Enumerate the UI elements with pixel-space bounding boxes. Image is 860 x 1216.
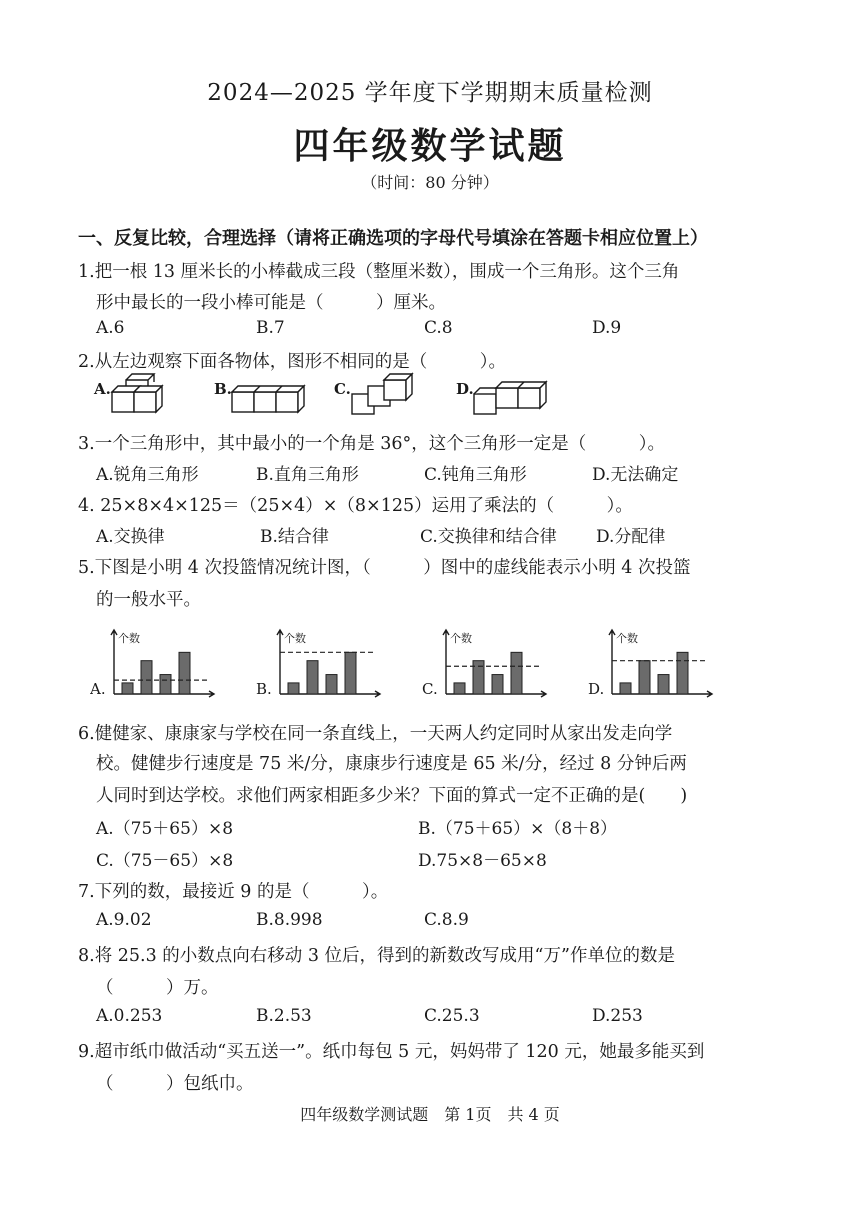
question-7-line-1: 7.下列的数，最接近 9 的是（ ）。 xyxy=(78,882,389,902)
question-7-option-c: C.8.9 xyxy=(424,910,469,930)
question-3-option-a: A.锐角三角形 xyxy=(96,465,199,485)
chart-y-axis xyxy=(443,630,449,694)
question-7-option-a: A.9.02 xyxy=(96,910,152,930)
question-2-option-c: C. xyxy=(334,380,351,398)
chart-panel-label: C. xyxy=(422,680,438,698)
chart-bar xyxy=(677,652,688,694)
chart-bar xyxy=(639,661,650,694)
question-6-option-b: B.（75＋65）×（8＋8） xyxy=(418,819,618,839)
chart-y-label: 个数 xyxy=(118,632,140,645)
chart-panel-c xyxy=(422,630,546,698)
chart-panel-label: A. xyxy=(90,680,106,698)
chart-bar xyxy=(122,683,133,694)
question-1-option-b: B.7 xyxy=(256,318,285,338)
question-9-line-1: 9.超市纸巾做活动“买五送一”。纸巾每包 5 元，妈妈带了 120 元，她最多能买到 xyxy=(78,1042,705,1062)
chart-panel-d xyxy=(588,630,712,698)
chart-panel-b xyxy=(256,630,380,698)
question-1-line-1: 1.把一根 13 厘米长的小棒截成三段（整厘米数），围成一个三角形。这个三角 xyxy=(78,262,680,282)
question-2-option-a: A. xyxy=(94,380,111,398)
chart-bar xyxy=(160,675,171,694)
chart-panel-label: B. xyxy=(256,680,272,698)
chart-y-label: 个数 xyxy=(284,632,306,645)
chart-bar xyxy=(492,675,503,694)
question-3-line-1: 3.一个三角形中，其中最小的一个角是 36°，这个三角形一定是（ ）。 xyxy=(78,434,666,454)
question-1-option-c: C.8 xyxy=(424,318,453,338)
exam-title: 2024—2025 学年度下学期期末质量检测 xyxy=(207,80,653,106)
question-7-option-b: B.8.998 xyxy=(256,910,323,930)
time-note: （时间：80 分钟） xyxy=(361,173,499,192)
question-3-option-d: D.无法确定 xyxy=(592,465,679,485)
chart-bar xyxy=(307,661,318,694)
question-8-option-a: A.0.253 xyxy=(96,1006,163,1026)
page-footer: 四年级数学测试题 第 1页 共 4 页 xyxy=(300,1105,560,1124)
question-2-option-d: D. xyxy=(456,380,474,398)
chart-bar xyxy=(141,661,152,694)
figure-a-cubes xyxy=(112,374,162,412)
question-8-line-2: （ ）万。 xyxy=(96,978,219,998)
figure-b-cubes xyxy=(232,386,304,412)
question-4-option-a: A.交换律 xyxy=(96,527,165,547)
question-1-option-d: D.9 xyxy=(592,318,622,338)
question-6-option-d: D.75×8－65×8 xyxy=(418,851,547,871)
question-3-option-b: B.直角三角形 xyxy=(256,465,359,485)
question-6-line-2: 校。健健步行速度是 75 米/分，康康步行速度是 65 米/分，经过 8 分钟后两 xyxy=(96,754,687,774)
question-8-option-d: D.253 xyxy=(592,1006,643,1026)
chart-bar xyxy=(179,652,190,694)
chart-bar xyxy=(326,675,337,694)
chart-bar xyxy=(620,683,631,694)
question-6-option-c: C.（75－65）×8 xyxy=(96,851,234,871)
question-2-option-b: B. xyxy=(214,380,232,398)
question-2-line-1: 2.从左边观察下面各物体，图形不相同的是（ ）。 xyxy=(78,352,506,372)
question-1-line-2: 形中最长的一段小棒可能是（ ）厘米。 xyxy=(96,293,446,313)
question-4-line-1: 4. 25×8×4×125＝（25×4）×（8×125）运用了乘法的（ ）。 xyxy=(78,496,633,516)
chart-y-label: 个数 xyxy=(616,632,638,645)
section-heading: 一、反复比较，合理选择（请将正确选项的字母代号填涂在答题卡相应位置上） xyxy=(78,228,708,249)
question-6-option-a: A.（75＋65）×8 xyxy=(96,819,234,839)
figure-d-cubes xyxy=(474,382,546,414)
question-6-line-1: 6.健健家、康康家与学校在同一条直线上，一天两人约定同时从家出发走向学 xyxy=(78,724,673,744)
chart-y-label: 个数 xyxy=(450,632,472,645)
question-8-line-1: 8.将 25.3 的小数点向右移动 3 位后，得到的新数改写成用“万”作单位的数是 xyxy=(78,946,675,966)
subject-title: 四年级数学试题 xyxy=(293,126,567,167)
chart-panel-a xyxy=(90,630,214,698)
question-5-line-2: 的一般水平。 xyxy=(96,590,201,610)
figure-c-cubes xyxy=(352,374,412,414)
chart-bar xyxy=(511,652,522,694)
chart-bar xyxy=(288,683,299,694)
question-9-line-2: （ ）包纸巾。 xyxy=(96,1074,254,1094)
question-2-figures xyxy=(90,372,560,422)
chart-bar xyxy=(658,675,669,694)
chart-bar xyxy=(454,683,465,694)
question-5-charts xyxy=(90,620,750,704)
question-3-option-c: C.钝角三角形 xyxy=(424,465,527,485)
question-4-option-d: D.分配律 xyxy=(596,527,666,547)
question-8-option-b: B.2.53 xyxy=(256,1006,312,1026)
question-4-option-c: C.交换律和结合律 xyxy=(420,527,557,547)
chart-y-axis xyxy=(609,630,615,694)
chart-bar xyxy=(345,652,356,694)
question-5-line-1: 5.下图是小明 4 次投篮情况统计图，（ ）图中的虚线能表示小明 4 次投篮 xyxy=(78,558,691,578)
chart-panel-label: D. xyxy=(588,680,605,698)
chart-y-axis xyxy=(277,630,283,694)
question-1-option-a: A.6 xyxy=(96,318,125,338)
chart-y-axis xyxy=(111,630,117,694)
question-4-option-b: B.结合律 xyxy=(260,527,329,547)
question-6-line-3: 人同时到达学校。求他们两家相距多少米？下面的算式一定不正确的是( ) xyxy=(96,786,688,806)
question-8-option-c: C.25.3 xyxy=(424,1006,480,1026)
